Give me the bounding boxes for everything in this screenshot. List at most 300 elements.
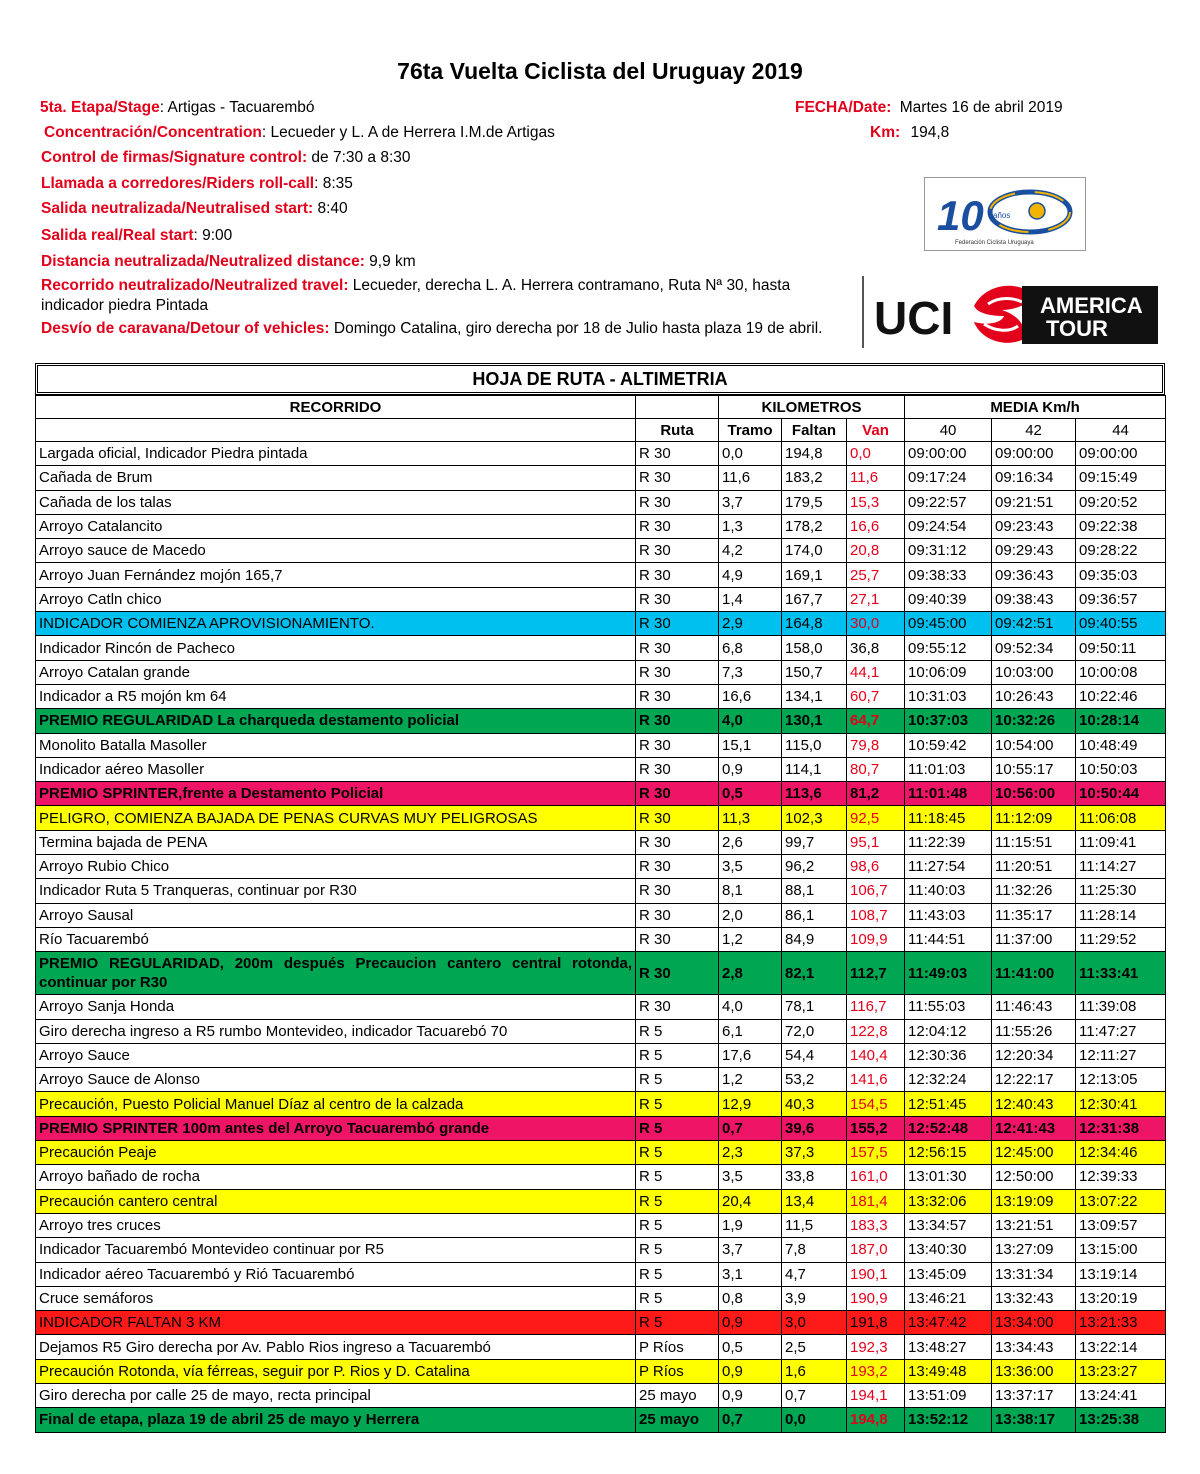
- table-header-col-row: [36, 419, 1166, 442]
- time-42-cell: 10:54:00: [992, 733, 1076, 757]
- table-row: [36, 1019, 1166, 1043]
- time-40-cell: 09:00:00: [905, 442, 992, 466]
- time-44-cell: 11:09:41: [1076, 830, 1166, 854]
- header-van: Van: [847, 419, 905, 442]
- van-cell: 25,7: [847, 563, 905, 587]
- time-40-cell: 10:37:03: [905, 709, 992, 733]
- faltan-cell: 194,8: [782, 442, 847, 466]
- header-empty: [636, 396, 719, 419]
- neutral-travel-label: Recorrido neutralizado/Neutralized travel:: [41, 277, 349, 294]
- ruta-cell: R 30: [636, 903, 719, 927]
- time-44-cell: 09:20:52: [1076, 490, 1166, 514]
- tramo-cell: 2,6: [719, 830, 782, 854]
- ruta-cell: R 30: [636, 830, 719, 854]
- place-cell: Arroyo Catalan grande: [36, 660, 636, 684]
- signature-line: [41, 148, 411, 168]
- van-cell: 194,1: [847, 1383, 905, 1407]
- van-cell: 36,8: [847, 636, 905, 660]
- time-42-cell: 11:35:17: [992, 903, 1076, 927]
- ruta-cell: R 5: [636, 1286, 719, 1310]
- neutral-start-label: Salida neutralizada/Neutralised start:: [41, 200, 314, 217]
- table-row: [36, 1068, 1166, 1092]
- uci-america-text: AMERICA: [1040, 293, 1143, 318]
- time-42-cell: 12:22:17: [992, 1068, 1076, 1092]
- van-cell: 192,3: [847, 1335, 905, 1359]
- table-row: [36, 466, 1166, 490]
- ruta-cell: R 5: [636, 1165, 719, 1189]
- ruta-cell: R 30: [636, 806, 719, 830]
- tramo-cell: 0,8: [719, 1286, 782, 1310]
- time-44-cell: 11:29:52: [1076, 927, 1166, 951]
- van-cell: 193,2: [847, 1359, 905, 1383]
- time-40-cell: 09:45:00: [905, 612, 992, 636]
- date-line: [795, 98, 1063, 118]
- table-row: [36, 1408, 1166, 1432]
- van-cell: 27,1: [847, 587, 905, 611]
- faltan-cell: 39,6: [782, 1116, 847, 1140]
- van-cell: 95,1: [847, 830, 905, 854]
- van-cell: 79,8: [847, 733, 905, 757]
- time-44-cell: 09:36:57: [1076, 587, 1166, 611]
- table-row: [36, 830, 1166, 854]
- faltan-cell: 99,7: [782, 830, 847, 854]
- faltan-cell: 158,0: [782, 636, 847, 660]
- rollcall-label: Llamada a corredores/Riders roll-call: [41, 175, 315, 192]
- time-44-cell: 13:23:27: [1076, 1359, 1166, 1383]
- uci-america-tour-logo: [862, 276, 1160, 348]
- table-row: [36, 1359, 1166, 1383]
- time-44-cell: 09:35:03: [1076, 563, 1166, 587]
- faltan-cell: 0,0: [782, 1408, 847, 1432]
- time-44-cell: 13:24:41: [1076, 1383, 1166, 1407]
- signature-label: Control de firmas/Signature control:: [41, 149, 308, 166]
- van-cell: 106,7: [847, 879, 905, 903]
- ruta-cell: R 5: [636, 1213, 719, 1237]
- time-40-cell: 13:45:09: [905, 1262, 992, 1286]
- tramo-cell: 2,0: [719, 903, 782, 927]
- tramo-cell: 4,9: [719, 563, 782, 587]
- time-42-cell: 09:00:00: [992, 442, 1076, 466]
- time-42-cell: 10:55:17: [992, 757, 1076, 781]
- place-cell: Precaución Peaje: [36, 1141, 636, 1165]
- table-row: [36, 1213, 1166, 1237]
- header-kilometros: KILOMETROS: [719, 396, 905, 419]
- concentration-line: [44, 123, 555, 143]
- table-row: [36, 1116, 1166, 1140]
- table-row: [36, 442, 1166, 466]
- place-cell: Dejamos R5 Giro derecha por Av. Pablo Rios ingreso a Tacuarembó: [36, 1335, 636, 1359]
- time-44-cell: 12:31:38: [1076, 1116, 1166, 1140]
- place-cell: Indicador Ruta 5 Tranqueras, continuar por R30: [36, 879, 636, 903]
- time-44-cell: 13:22:14: [1076, 1335, 1166, 1359]
- table-header-group-row: [36, 396, 1166, 419]
- table-row: [36, 806, 1166, 830]
- ruta-cell: R 5: [636, 1311, 719, 1335]
- time-44-cell: 09:50:11: [1076, 636, 1166, 660]
- faltan-cell: 54,4: [782, 1043, 847, 1067]
- van-cell: 122,8: [847, 1019, 905, 1043]
- fcu-logo-number: 10: [937, 192, 984, 239]
- ruta-cell: R 30: [636, 636, 719, 660]
- ruta-cell: R 30: [636, 684, 719, 708]
- time-42-cell: 11:41:00: [992, 952, 1076, 995]
- ruta-cell: R 30: [636, 927, 719, 951]
- time-40-cell: 10:06:09: [905, 660, 992, 684]
- place-cell: PREMIO SPRINTER,frente a Destamento Policial: [36, 782, 636, 806]
- time-40-cell: 11:01:48: [905, 782, 992, 806]
- place-cell: Indicador aéreo Masoller: [36, 757, 636, 781]
- time-44-cell: 13:15:00: [1076, 1238, 1166, 1262]
- time-44-cell: 12:39:33: [1076, 1165, 1166, 1189]
- header-ruta: Ruta: [636, 419, 719, 442]
- table-row: [36, 612, 1166, 636]
- faltan-cell: 78,1: [782, 995, 847, 1019]
- van-cell: 140,4: [847, 1043, 905, 1067]
- ruta-cell: R 30: [636, 855, 719, 879]
- place-cell: Cruce semáforos: [36, 1286, 636, 1310]
- time-42-cell: 13:31:34: [992, 1262, 1076, 1286]
- neutral-distance-label: Distancia neutralizada/Neutralized distance:: [41, 253, 365, 270]
- table-row: [36, 1383, 1166, 1407]
- uci-wordmark: UCI: [874, 292, 954, 344]
- tramo-cell: 2,9: [719, 612, 782, 636]
- header-media: MEDIA Km/h: [905, 396, 1166, 419]
- time-42-cell: 11:20:51: [992, 855, 1076, 879]
- time-44-cell: 11:47:27: [1076, 1019, 1166, 1043]
- time-42-cell: 11:32:26: [992, 879, 1076, 903]
- van-cell: 30,0: [847, 612, 905, 636]
- ruta-cell: R 30: [636, 757, 719, 781]
- stage-label: 5ta. Etapa/Stage: [40, 99, 160, 116]
- faltan-cell: 72,0: [782, 1019, 847, 1043]
- van-cell: 80,7: [847, 757, 905, 781]
- time-40-cell: 12:51:45: [905, 1092, 992, 1116]
- faltan-cell: 4,7: [782, 1262, 847, 1286]
- van-cell: 60,7: [847, 684, 905, 708]
- time-44-cell: 12:34:46: [1076, 1141, 1166, 1165]
- tramo-cell: 0,5: [719, 782, 782, 806]
- ruta-cell: R 30: [636, 563, 719, 587]
- place-cell: Arroyo sauce de Macedo: [36, 539, 636, 563]
- ruta-cell: P Ríos: [636, 1335, 719, 1359]
- faltan-cell: 150,7: [782, 660, 847, 684]
- time-42-cell: 10:32:26: [992, 709, 1076, 733]
- place-cell: Arroyo Juan Fernández mojón 165,7: [36, 563, 636, 587]
- table-row: [36, 660, 1166, 684]
- tramo-cell: 3,5: [719, 855, 782, 879]
- time-40-cell: 12:32:24: [905, 1068, 992, 1092]
- time-44-cell: 09:22:38: [1076, 514, 1166, 538]
- place-cell: Final de etapa, plaza 19 de abril 25 de mayo y Herrera: [36, 1408, 636, 1432]
- fcu-logo-caption: Federación Ciclista Uruguaya: [955, 240, 1034, 246]
- time-44-cell: 10:22:46: [1076, 684, 1166, 708]
- time-44-cell: 10:50:03: [1076, 757, 1166, 781]
- faltan-cell: 174,0: [782, 539, 847, 563]
- time-42-cell: 12:41:43: [992, 1116, 1076, 1140]
- time-42-cell: 10:03:00: [992, 660, 1076, 684]
- time-42-cell: 13:38:17: [992, 1408, 1076, 1432]
- header-recorrido: RECORRIDO: [36, 396, 636, 419]
- van-cell: 109,9: [847, 927, 905, 951]
- time-44-cell: 11:39:08: [1076, 995, 1166, 1019]
- ruta-cell: R 5: [636, 1068, 719, 1092]
- concentration-label: Concentración/Concentration: [44, 124, 262, 141]
- date-value: Martes 16 de abril 2019: [899, 99, 1063, 116]
- place-cell: Termina bajada de PENA: [36, 830, 636, 854]
- time-40-cell: 09:24:54: [905, 514, 992, 538]
- ruta-cell: R 5: [636, 1116, 719, 1140]
- faltan-cell: 11,5: [782, 1213, 847, 1237]
- faltan-cell: 13,4: [782, 1189, 847, 1213]
- van-cell: 190,9: [847, 1286, 905, 1310]
- place-cell: Río Tacuarembó: [36, 927, 636, 951]
- time-44-cell: 11:06:08: [1076, 806, 1166, 830]
- table-row: [36, 490, 1166, 514]
- tramo-cell: 20,4: [719, 1189, 782, 1213]
- time-40-cell: 11:44:51: [905, 927, 992, 951]
- place-cell: Precaución, Puesto Policial Manuel Díaz al centro de la calzada: [36, 1092, 636, 1116]
- van-cell: 154,5: [847, 1092, 905, 1116]
- time-42-cell: 12:45:00: [992, 1141, 1076, 1165]
- tramo-cell: 3,1: [719, 1262, 782, 1286]
- table-row: [36, 563, 1166, 587]
- faltan-cell: 33,8: [782, 1165, 847, 1189]
- faltan-cell: 183,2: [782, 466, 847, 490]
- time-40-cell: 11:22:39: [905, 830, 992, 854]
- real-start-value: : 9:00: [193, 227, 233, 244]
- time-42-cell: 12:50:00: [992, 1165, 1076, 1189]
- time-40-cell: 11:01:03: [905, 757, 992, 781]
- place-cell: Arroyo Rubio Chico: [36, 855, 636, 879]
- table-row: [36, 952, 1166, 995]
- tramo-cell: 1,2: [719, 927, 782, 951]
- time-42-cell: 09:23:43: [992, 514, 1076, 538]
- place-cell: PREMIO REGULARIDAD La charqueda destamento policial: [36, 709, 636, 733]
- ruta-cell: R 30: [636, 709, 719, 733]
- uci-tour-text: TOUR: [1046, 316, 1108, 341]
- time-44-cell: 13:25:38: [1076, 1408, 1166, 1432]
- ruta-cell: R 5: [636, 1092, 719, 1116]
- time-42-cell: 09:42:51: [992, 612, 1076, 636]
- van-cell: 11,6: [847, 466, 905, 490]
- tramo-cell: 2,8: [719, 952, 782, 995]
- time-42-cell: 09:16:34: [992, 466, 1076, 490]
- tramo-cell: 2,3: [719, 1141, 782, 1165]
- ruta-cell: R 30: [636, 952, 719, 995]
- place-cell: Cañada de Brum: [36, 466, 636, 490]
- neutral-travel-value: Lecueder, derecha L. A. Herrera contramano, Ruta Nª 30, hasta indicador piedra Pintada: [41, 277, 791, 314]
- time-42-cell: 13:21:51: [992, 1213, 1076, 1237]
- route-table-body: [36, 442, 1166, 1433]
- tramo-cell: 0,7: [719, 1408, 782, 1432]
- faltan-cell: 7,8: [782, 1238, 847, 1262]
- van-cell: 15,3: [847, 490, 905, 514]
- time-42-cell: 10:56:00: [992, 782, 1076, 806]
- van-cell: 157,5: [847, 1141, 905, 1165]
- van-cell: 44,1: [847, 660, 905, 684]
- time-40-cell: 09:55:12: [905, 636, 992, 660]
- detour-label: Desvío de caravana/Detour of vehicles:: [41, 320, 330, 337]
- time-44-cell: 09:40:55: [1076, 612, 1166, 636]
- time-42-cell: 09:21:51: [992, 490, 1076, 514]
- km-value: 194,8: [910, 124, 950, 141]
- header-speed-42: 42: [992, 419, 1076, 442]
- table-row: [36, 1262, 1166, 1286]
- faltan-cell: 178,2: [782, 514, 847, 538]
- van-cell: 16,6: [847, 514, 905, 538]
- time-40-cell: 13:52:12: [905, 1408, 992, 1432]
- table-row: [36, 1141, 1166, 1165]
- time-42-cell: 13:36:00: [992, 1359, 1076, 1383]
- date-label: FECHA/Date:: [795, 99, 892, 116]
- tramo-cell: 0,9: [719, 1359, 782, 1383]
- place-cell: PELIGRO, COMIENZA BAJADA DE PENAS CURVAS MUY PELIGROSAS: [36, 806, 636, 830]
- time-44-cell: 10:00:08: [1076, 660, 1166, 684]
- faltan-cell: 130,1: [782, 709, 847, 733]
- tramo-cell: 11,3: [719, 806, 782, 830]
- faltan-cell: 179,5: [782, 490, 847, 514]
- ruta-cell: 25 mayo: [636, 1383, 719, 1407]
- time-40-cell: 11:49:03: [905, 952, 992, 995]
- faltan-cell: 115,0: [782, 733, 847, 757]
- faltan-cell: 0,7: [782, 1383, 847, 1407]
- table-row: [36, 1043, 1166, 1067]
- ruta-cell: R 5: [636, 1141, 719, 1165]
- time-40-cell: 11:43:03: [905, 903, 992, 927]
- tramo-cell: 1,4: [719, 587, 782, 611]
- time-44-cell: 10:28:14: [1076, 709, 1166, 733]
- tramo-cell: 0,9: [719, 1311, 782, 1335]
- van-cell: 116,7: [847, 995, 905, 1019]
- van-cell: 0,0: [847, 442, 905, 466]
- stage-value: : Artigas - Tacuarembó: [159, 99, 315, 116]
- header-speed-44: 44: [1076, 419, 1166, 442]
- time-40-cell: 11:27:54: [905, 855, 992, 879]
- tramo-cell: 3,7: [719, 490, 782, 514]
- ruta-cell: R 30: [636, 442, 719, 466]
- table-row: [36, 927, 1166, 951]
- time-42-cell: 12:20:34: [992, 1043, 1076, 1067]
- time-40-cell: 11:40:03: [905, 879, 992, 903]
- faltan-cell: 84,9: [782, 927, 847, 951]
- table-row: [36, 995, 1166, 1019]
- time-44-cell: 13:07:22: [1076, 1189, 1166, 1213]
- time-40-cell: 09:38:33: [905, 563, 992, 587]
- km-label: Km:: [870, 124, 901, 141]
- time-40-cell: 13:32:06: [905, 1189, 992, 1213]
- table-row: [36, 1238, 1166, 1262]
- faltan-cell: 114,1: [782, 757, 847, 781]
- table-row: [36, 684, 1166, 708]
- time-44-cell: 13:21:33: [1076, 1311, 1166, 1335]
- tramo-cell: 3,5: [719, 1165, 782, 1189]
- header-faltan: Faltan: [782, 419, 847, 442]
- time-44-cell: 12:11:27: [1076, 1043, 1166, 1067]
- time-44-cell: 13:09:57: [1076, 1213, 1166, 1237]
- time-40-cell: 09:17:24: [905, 466, 992, 490]
- table-row: [36, 879, 1166, 903]
- tramo-cell: 0,9: [719, 1383, 782, 1407]
- time-40-cell: 12:30:36: [905, 1043, 992, 1067]
- table-row: [36, 1165, 1166, 1189]
- time-40-cell: 09:40:39: [905, 587, 992, 611]
- faltan-cell: 53,2: [782, 1068, 847, 1092]
- faltan-cell: 88,1: [782, 879, 847, 903]
- ruta-cell: R 5: [636, 1189, 719, 1213]
- ruta-cell: R 30: [636, 995, 719, 1019]
- time-40-cell: 13:49:48: [905, 1359, 992, 1383]
- tramo-cell: 0,5: [719, 1335, 782, 1359]
- faltan-cell: 96,2: [782, 855, 847, 879]
- time-40-cell: 09:31:12: [905, 539, 992, 563]
- faltan-cell: 3,0: [782, 1311, 847, 1335]
- time-42-cell: 13:32:43: [992, 1286, 1076, 1310]
- place-cell: Precaución cantero central: [36, 1189, 636, 1213]
- tramo-cell: 4,0: [719, 709, 782, 733]
- fcu-100-logo: [924, 177, 1086, 251]
- tramo-cell: 6,8: [719, 636, 782, 660]
- place-cell: PREMIO SPRINTER 100m antes del Arroyo Tacuarembó grande: [36, 1116, 636, 1140]
- time-40-cell: 13:51:09: [905, 1383, 992, 1407]
- faltan-cell: 167,7: [782, 587, 847, 611]
- table-row: [36, 514, 1166, 538]
- page-title: 76ta Vuelta Ciclista del Uruguay 2019: [397, 58, 803, 84]
- place-cell: Indicador Rincón de Pacheco: [36, 636, 636, 660]
- time-42-cell: 09:29:43: [992, 539, 1076, 563]
- time-44-cell: 12:13:05: [1076, 1068, 1166, 1092]
- time-42-cell: 11:46:43: [992, 995, 1076, 1019]
- time-42-cell: 09:36:43: [992, 563, 1076, 587]
- van-cell: 141,6: [847, 1068, 905, 1092]
- tramo-cell: 1,3: [719, 514, 782, 538]
- place-cell: Arroyo Sanja Honda: [36, 995, 636, 1019]
- fcu-logo-anos: años: [993, 211, 1011, 220]
- time-40-cell: 11:18:45: [905, 806, 992, 830]
- place-cell: Cañada de los talas: [36, 490, 636, 514]
- van-cell: 81,2: [847, 782, 905, 806]
- km-line: [870, 123, 949, 143]
- tramo-cell: 11,6: [719, 466, 782, 490]
- place-cell: Arroyo Catalancito: [36, 514, 636, 538]
- time-40-cell: 13:34:57: [905, 1213, 992, 1237]
- place-cell: Precaución Rotonda, vía férreas, seguir por P. Rios y D. Catalina: [36, 1359, 636, 1383]
- faltan-cell: 37,3: [782, 1141, 847, 1165]
- van-cell: 112,7: [847, 952, 905, 995]
- header-tramo: Tramo: [719, 419, 782, 442]
- neutral-start-value: 8:40: [313, 200, 348, 217]
- tramo-cell: 15,1: [719, 733, 782, 757]
- rollcall-line: [41, 174, 353, 194]
- tramo-cell: 8,1: [719, 879, 782, 903]
- time-40-cell: 13:48:27: [905, 1335, 992, 1359]
- ruta-cell: R 30: [636, 879, 719, 903]
- table-row: [36, 733, 1166, 757]
- real-start-label: Salida real/Real start: [41, 227, 194, 244]
- van-cell: 64,7: [847, 709, 905, 733]
- place-cell: Arroyo Sauce de Alonso: [36, 1068, 636, 1092]
- tramo-cell: 0,7: [719, 1116, 782, 1140]
- place-cell: Giro derecha por calle 25 de mayo, recta principal: [36, 1383, 636, 1407]
- tramo-cell: 4,2: [719, 539, 782, 563]
- place-cell: PREMIO REGULARIDAD, 200m después Precaucion cantero central rotonda, continuar por R30: [36, 952, 636, 995]
- time-44-cell: 09:28:22: [1076, 539, 1166, 563]
- time-40-cell: 13:47:42: [905, 1311, 992, 1335]
- time-40-cell: 09:22:57: [905, 490, 992, 514]
- time-44-cell: 13:19:14: [1076, 1262, 1166, 1286]
- faltan-cell: 82,1: [782, 952, 847, 995]
- time-42-cell: 12:40:43: [992, 1092, 1076, 1116]
- time-40-cell: 10:59:42: [905, 733, 992, 757]
